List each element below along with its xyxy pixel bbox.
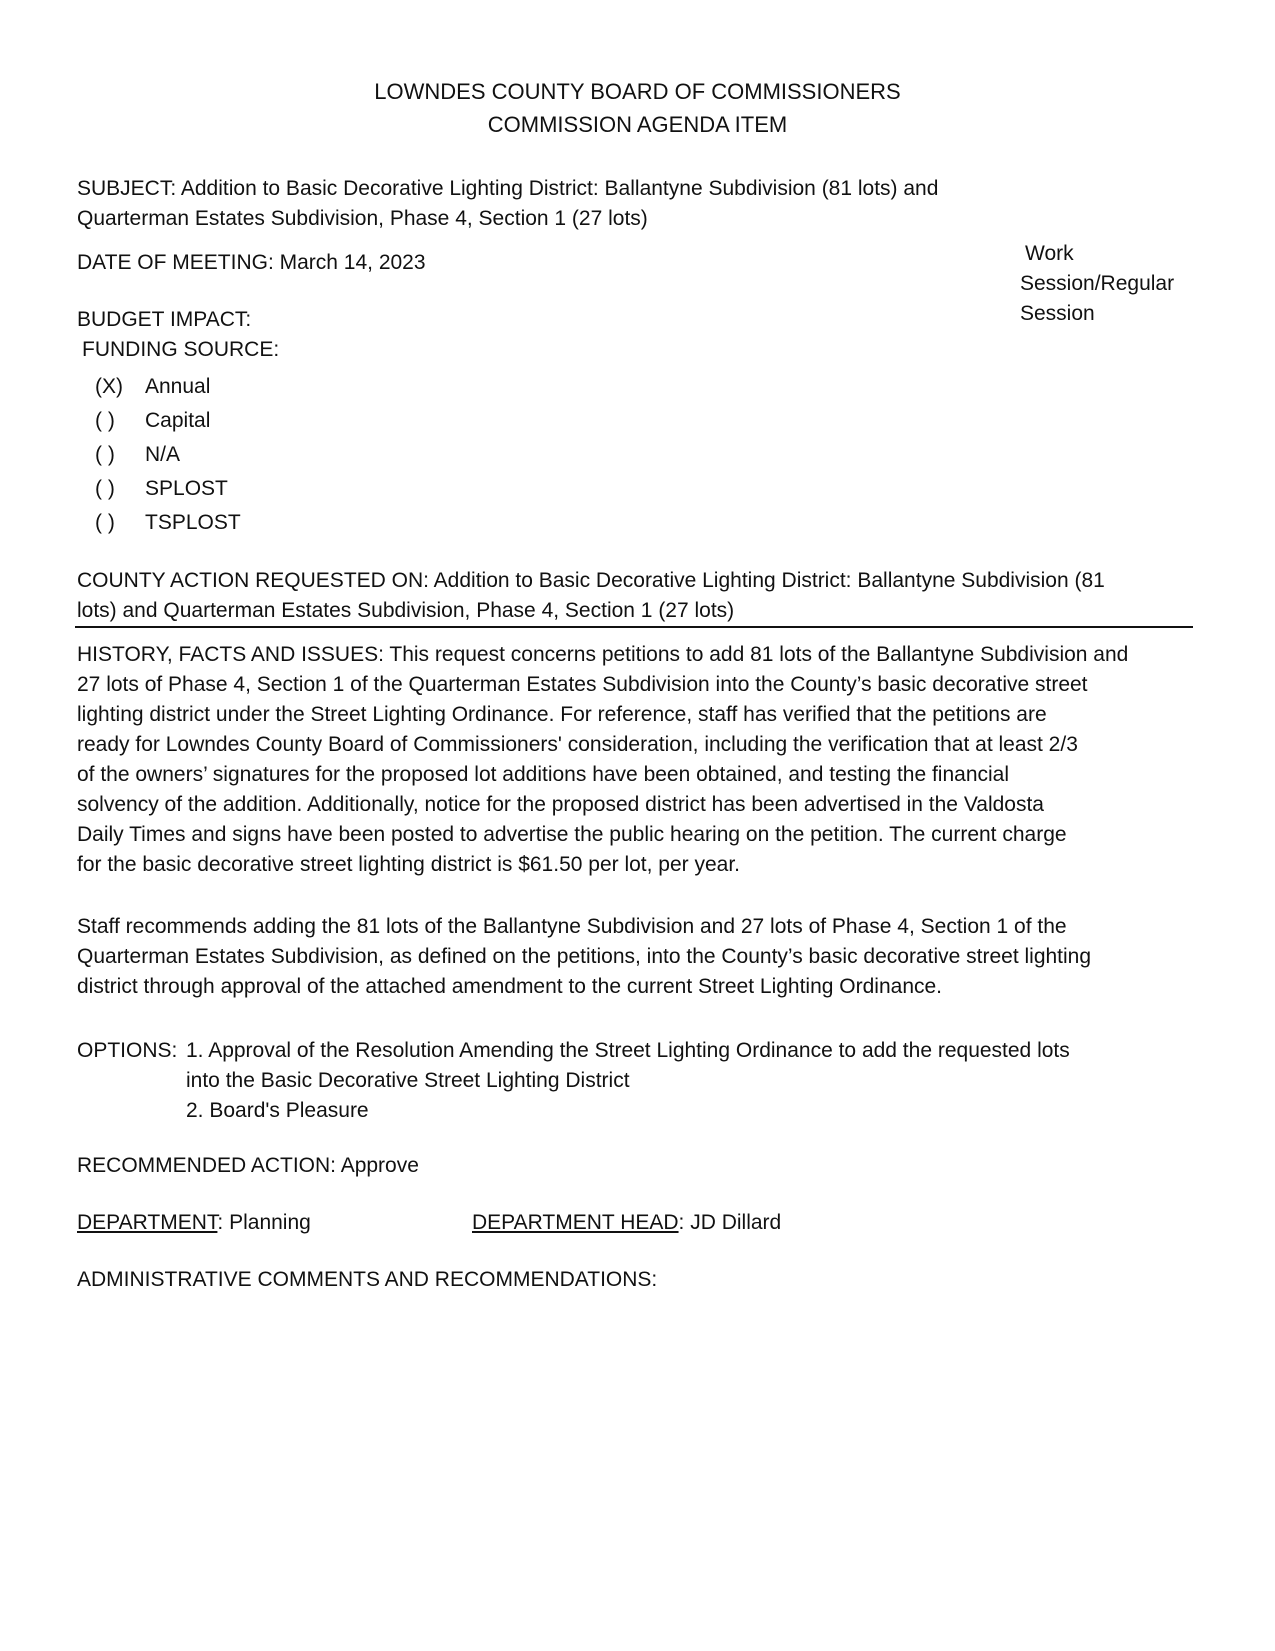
history-line: 27 lots of Phase 4, Section 1 of the Quarterman Estates Subdivision into the County’s basic decorative street (77, 673, 1088, 696)
funding-option-na (95, 438, 241, 472)
history-line: ready for Lowndes County Board of Commissioners' consideration, including the verification that at least 2/3 (77, 733, 1078, 756)
subject-line-1: SUBJECT: Addition to Basic Decorative Lighting District: Ballantyne Subdivision (81 lots) and (77, 177, 939, 200)
history-section (77, 640, 1128, 880)
session-line-3: Session (1020, 302, 1095, 325)
funding-source-list (95, 370, 241, 540)
funding-label: N/A (145, 443, 181, 466)
subject-section (77, 174, 938, 234)
department-field (77, 1208, 311, 1238)
history-line: of the owners’ signatures for the proposed lot additions have been obtained, and testing the financial (77, 763, 1010, 786)
option-1-line-1: 1. Approval of the Resolution Amending the Street Lighting Ordinance to add the requested lots (186, 1039, 1070, 1062)
action-line-1: COUNTY ACTION REQUESTED ON: Addition to Basic Decorative Lighting District: Ballantyne Subdivision (81 (77, 569, 1105, 592)
budget-impact-label: BUDGET IMPACT: (77, 308, 252, 331)
funding-option-annual (95, 370, 241, 404)
funding-checkbox: ( ) (95, 477, 115, 500)
session-type (1020, 239, 1220, 329)
section-divider (75, 626, 1193, 628)
funding-source-label: FUNDING SOURCE: (82, 338, 280, 361)
recommendation-line: district through approval of the attached amendment to the current Street Lighting Ordinance. (77, 975, 943, 998)
history-line: Daily Times and signs have been posted to advertise the public hearing on the petition. The current charge (77, 823, 1067, 846)
document-title (0, 75, 1275, 141)
department-value: : Planning (217, 1211, 311, 1234)
session-line-2: Session/Regular (1020, 272, 1175, 295)
history-line: HISTORY, FACTS AND ISSUES: This request concerns petitions to add 81 lots of the Ballantyne Subdivision and (77, 643, 1129, 666)
funding-option-capital (95, 404, 241, 438)
session-line-1: Work (1025, 242, 1074, 265)
options-label: OPTIONS: (77, 1039, 178, 1062)
funding-option-tsplost (95, 506, 241, 540)
funding-checkbox: ( ) (95, 511, 115, 534)
county-action-section (77, 566, 1105, 626)
history-line: for the basic decorative street lighting district is $61.50 per lot, per year. (77, 853, 741, 876)
title-line-2: COMMISSION AGENDA ITEM (487, 112, 788, 137)
funding-label: TSPLOST (145, 511, 241, 534)
funding-label: SPLOST (145, 477, 228, 500)
option-2: 2. Board's Pleasure (186, 1099, 369, 1122)
option-1-line-2: into the Basic Decorative Street Lighting District (186, 1069, 630, 1092)
recommendation-line: Quarterman Estates Subdivision, as defined on the petitions, into the County’s basic decorative street lighting (77, 945, 1092, 968)
recommendation-line: Staff recommends adding the 81 lots of the Ballantyne Subdivision and 27 lots of Phase 4, Section 1 of the (77, 915, 1067, 938)
recommended-action: RECOMMENDED ACTION: Approve (77, 1154, 419, 1177)
action-line-2: lots) and Quarterman Estates Subdivision, Phase 4, Section 1 (27 lots) (77, 599, 735, 622)
funding-label: Capital (145, 409, 211, 432)
subject-line-2: Quarterman Estates Subdivision, Phase 4, Section 1 (27 lots) (77, 207, 648, 230)
department-head-value: : JD Dillard (678, 1211, 782, 1234)
department-head-label: DEPARTMENT HEAD (472, 1211, 679, 1234)
funding-checkbox: ( ) (95, 409, 115, 432)
title-line-1: LOWNDES COUNTY BOARD OF COMMISSIONERS (374, 79, 901, 104)
funding-option-splost (95, 472, 241, 506)
history-line: solvency of the addition. Additionally, notice for the proposed district has been advertised in the Valdosta (77, 793, 1044, 816)
funding-checkbox: (X) (95, 375, 123, 398)
staff-recommendation-section (77, 912, 1091, 1002)
options-list (186, 1036, 1186, 1126)
administrative-comments: ADMINISTRATIVE COMMENTS AND RECOMMENDATIONS: (77, 1268, 658, 1291)
history-line: lighting district under the Street Lighting Ordinance. For reference, staff has verified that the petitions are (77, 703, 1047, 726)
funding-label: Annual (145, 375, 211, 398)
meeting-date: DATE OF MEETING: March 14, 2023 (77, 251, 426, 274)
department-head-field (472, 1208, 781, 1238)
department-label: DEPARTMENT (77, 1211, 218, 1234)
funding-checkbox: ( ) (95, 443, 115, 466)
